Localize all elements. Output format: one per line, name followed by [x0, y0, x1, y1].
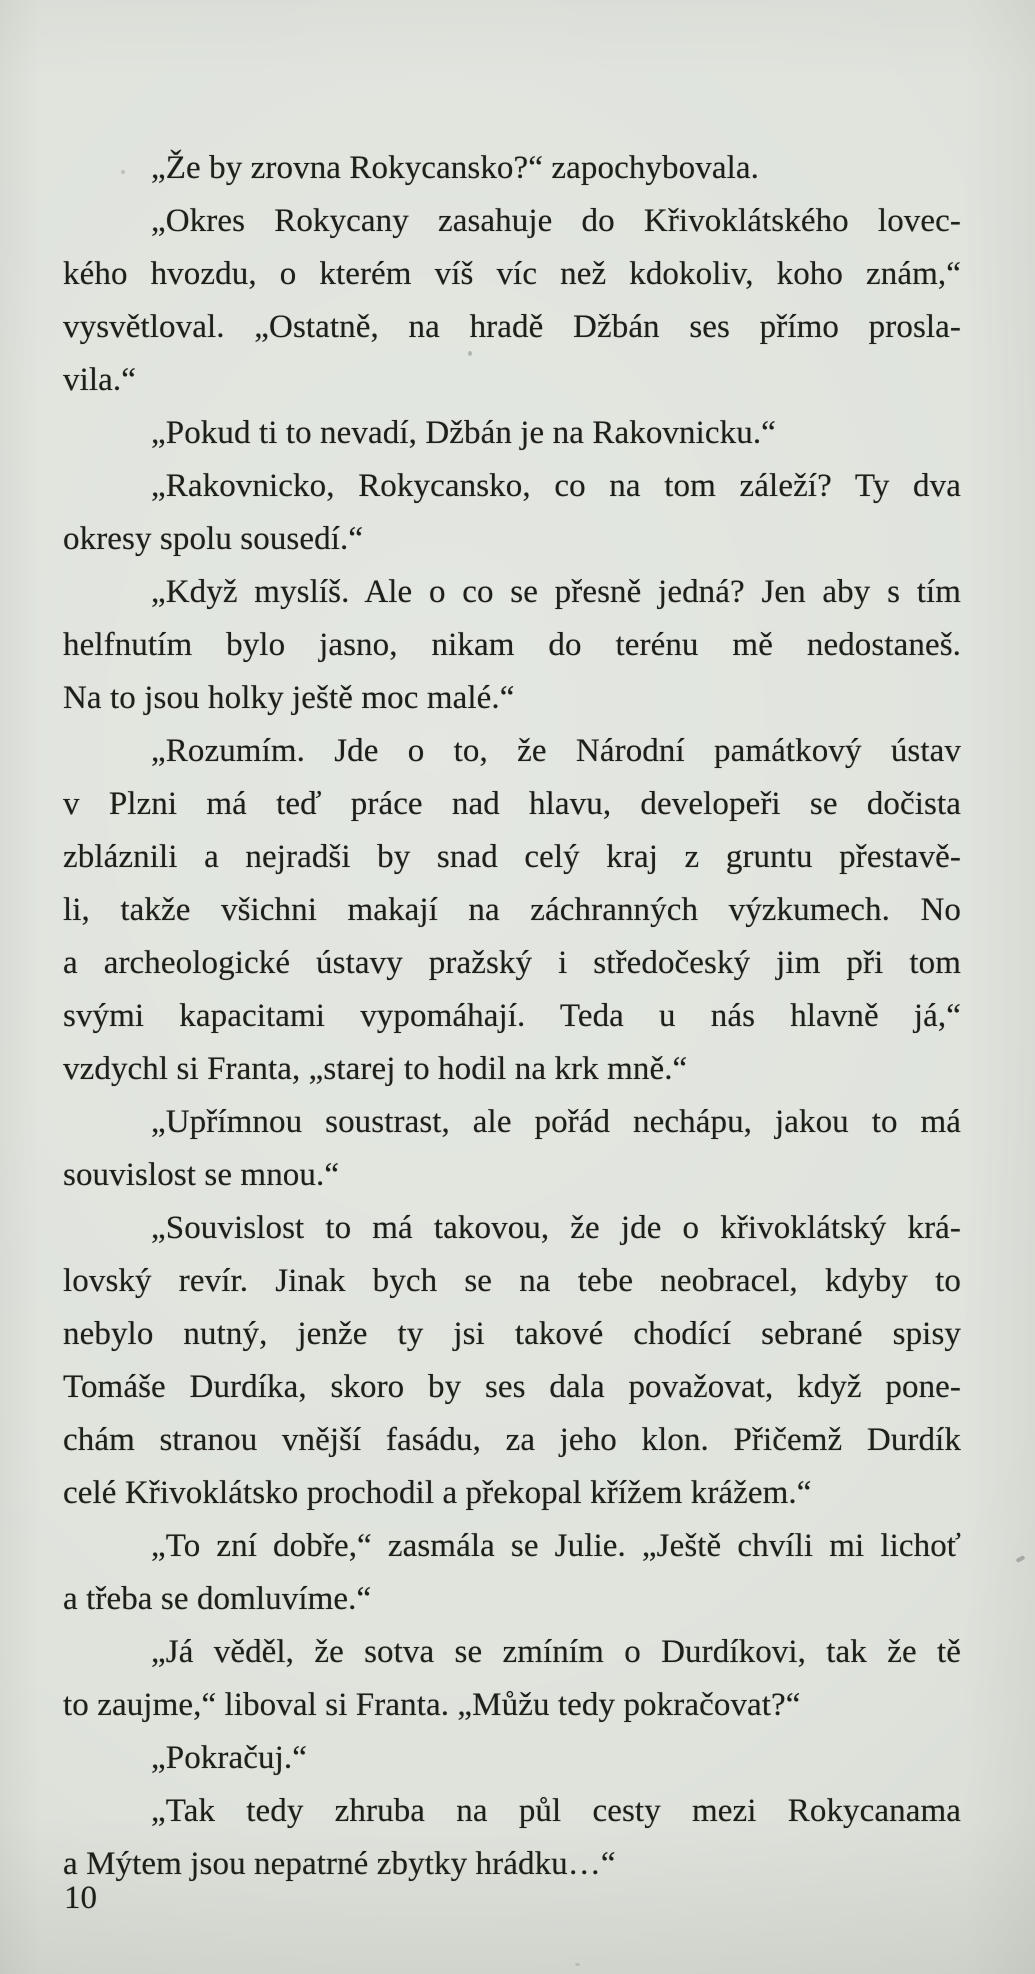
text-line: vila.“: [63, 362, 136, 398]
paragraph: [63, 566, 961, 725]
paragraph: [63, 1732, 961, 1785]
ink-speck: [1016, 1555, 1026, 1563]
text-line: „Okres Rokycany zasahuje do Křivoklátského lovec-: [151, 203, 961, 239]
paragraph: [63, 1096, 961, 1202]
text-line: souvislost se mnou.“: [63, 1157, 340, 1193]
text-line: a třeba se domluvíme.“: [63, 1581, 372, 1617]
paragraph: [63, 725, 961, 1096]
paragraph: [63, 195, 961, 407]
text-line: „Pokud ti to nevadí, Džbán je na Rakovnicku.“: [151, 415, 776, 451]
text-line: „Já věděl, že sotva se zmíním o Durdíkovi, tak že tě: [151, 1634, 961, 1670]
text-block: [63, 142, 961, 1891]
text-line: nebylo nutný, jenže ty jsi takové chodící sebrané spisy: [63, 1316, 961, 1352]
text-line: celé Křivoklátsko prochodil a překopal křížem krážem.“: [63, 1475, 812, 1511]
ink-speck: [575, 1963, 580, 1966]
paragraph: [63, 142, 961, 195]
text-line: chám stranou vnější fasádu, za jeho klon. Přičemž Durdík: [63, 1422, 961, 1458]
text-line: a archeologické ústavy pražský i středočeský jim při tom: [63, 945, 961, 981]
text-line: Tomáše Durdíka, skoro by ses dala považovat, když pone-: [63, 1369, 961, 1405]
text-line: „Tak tedy zhruba na půl cesty mezi Rokycanama: [151, 1793, 961, 1829]
text-line: „Že by zrovna Rokycansko?“ zapochybovala.: [151, 150, 759, 186]
text-line: v Plzni má teď práce nad hlavu, developeři se dočista: [63, 786, 961, 822]
paragraph: [63, 1520, 961, 1626]
text-line: Na to jsou holky ještě moc malé.“: [63, 680, 515, 716]
text-line: to zaujme,“ liboval si Franta. „Můžu tedy pokračovat?“: [63, 1687, 801, 1723]
text-line: okresy spolu sousedí.“: [63, 521, 364, 557]
text-line: „Souvislost to má takovou, že jde o křivoklátský krá-: [151, 1210, 961, 1246]
text-line: „Pokračuj.“: [151, 1740, 307, 1776]
page-number: 10: [64, 1880, 97, 1916]
text-line: „Upřímnou soustrast, ale pořád nechápu, jakou to má: [151, 1104, 961, 1140]
text-line: a Mýtem jsou nepatrné zbytky hrádku…“: [63, 1846, 616, 1882]
text-line: „Když myslíš. Ale o co se přesně jedná? Jen aby s tím: [151, 574, 961, 610]
text-line: „Rozumím. Jde o to, že Národní památkový ústav: [151, 733, 961, 769]
paragraph: [63, 460, 961, 566]
ink-speck: [468, 351, 472, 356]
text-line: zbláznili a nejradši by snad celý kraj z gruntu přestavě-: [63, 839, 961, 875]
paragraph: [63, 1785, 961, 1891]
paragraph: [63, 1202, 961, 1520]
text-line: helfnutím bylo jasno, nikam do terénu mě nedostaneš.: [63, 627, 961, 663]
text-line: li, takže všichni makají na záchranných výzkumech. No: [63, 892, 961, 928]
ink-speck: [121, 170, 125, 174]
text-line: „Rakovnicko, Rokycansko, co na tom záleží? Ty dva: [151, 468, 961, 504]
text-line: svými kapacitami vypomáhají. Teda u nás hlavně já,“: [63, 998, 961, 1034]
text-line: „To zní dobře,“ zasmála se Julie. „Ještě chvíli mi lichoť: [151, 1528, 961, 1564]
text-line: vysvětloval. „Ostatně, na hradě Džbán ses přímo prosla-: [63, 309, 961, 345]
text-line: lovský revír. Jinak bych se na tebe neobracel, kdyby to: [63, 1263, 961, 1299]
paragraph: [63, 407, 961, 460]
text-line: vzdychl si Franta, „starej to hodil na krk mně.“: [63, 1051, 688, 1087]
text-line: kého hvozdu, o kterém víš víc než kdokoliv, koho znám,“: [63, 256, 961, 292]
paragraph: [63, 1626, 961, 1732]
